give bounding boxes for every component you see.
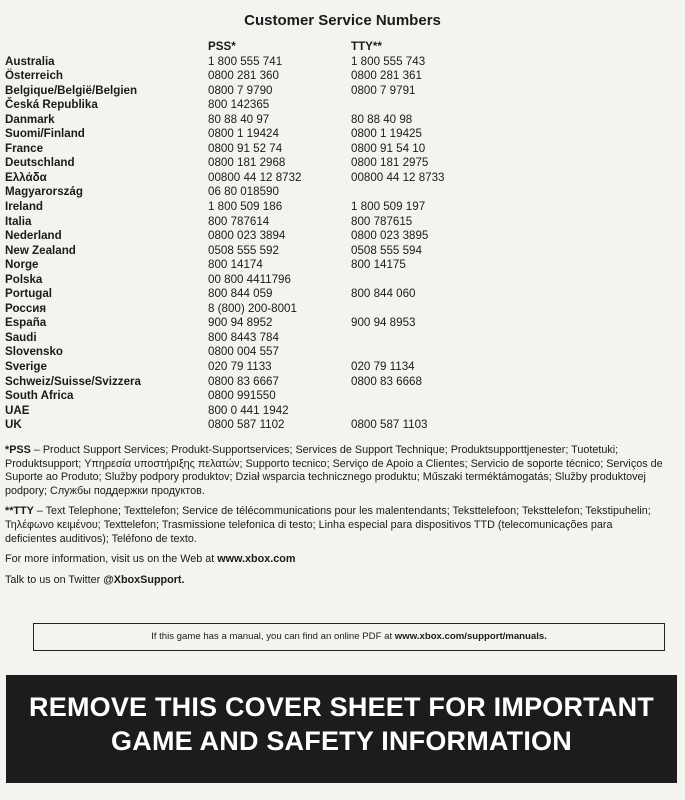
table-row — [5, 418, 475, 433]
table-row — [5, 360, 475, 375]
pss-number-cell: 0800 281 360 — [208, 69, 279, 83]
tty-number-cell — [351, 302, 475, 317]
country-cell: Portugal — [5, 287, 53, 301]
country-cell: Ireland — [5, 200, 44, 214]
table-row — [5, 142, 475, 157]
twitter-info — [5, 574, 665, 588]
pss-footnote-text: – Product Support Services; Produkt-Supportservices; Services de Support Technique; Produktsupporttjenester; Tuotetuki; Produktsupport; Υπηρεσία υποστήριξης πελατών; Supporto tecnico; Serviço de Apoio a Clientes; Servicio de soporte técnico; Serviços de Suporte ao Produto; Služby podpory produktov; Dział wsparcia technicznego produktu; Műszaki terméktámogatás; Služby produktovej podpory; Службы поддержки продуктов. — [5, 444, 663, 497]
tty-number-cell — [351, 98, 475, 113]
pss-number-cell: 8 (800) 200-8001 — [208, 301, 297, 315]
country-cell: Sverige — [5, 360, 47, 374]
tty-number-cell: 800 14175 — [351, 258, 406, 272]
tty-number-cell — [351, 404, 475, 419]
tty-column-header: TTY** — [351, 40, 382, 53]
pss-number-cell: 0800 587 1102 — [208, 418, 285, 432]
tty-footnote — [5, 505, 665, 546]
table-row — [5, 229, 475, 244]
table-row — [5, 273, 475, 288]
country-cell: Italia — [5, 214, 32, 228]
tty-number-cell: 0800 181 2975 — [351, 156, 429, 170]
phone-number-table — [5, 40, 475, 433]
country-cell: UAE — [5, 403, 30, 417]
tty-number-cell — [351, 331, 475, 346]
table-row — [5, 69, 475, 84]
table-row — [5, 389, 475, 404]
table-row — [5, 375, 475, 390]
table-row — [5, 98, 475, 113]
table-row — [5, 316, 475, 331]
pss-number-cell: 0800 1 19424 — [208, 127, 279, 141]
country-cell: Belgique/België/Belgien — [5, 83, 138, 97]
table-row — [5, 345, 475, 360]
country-cell: Saudi — [5, 330, 37, 344]
tty-number-cell: 0800 1 19425 — [351, 127, 422, 141]
tty-number-cell: 020 79 1134 — [351, 360, 415, 374]
tty-number-cell: 0800 91 54 10 — [351, 141, 426, 155]
country-cell: Nederland — [5, 229, 62, 243]
country-cell: Australia — [5, 54, 55, 68]
tty-number-cell — [351, 273, 475, 288]
country-cell: Magyarország — [5, 185, 83, 199]
table-row — [5, 215, 475, 230]
country-cell: Polska — [5, 272, 43, 286]
tty-number-cell: 0800 023 3895 — [351, 229, 429, 243]
pss-number-cell: 0800 181 2968 — [208, 156, 286, 170]
tty-footnote-text: – Text Telephone; Texttelefon; Service de télécommunications pour les malentendants; Teksttelefoon; Teksttelefon; Tekstipuhelin; Τηλέφωνο κειμένου; Texttelefon; Trasmissione telefonica di testo; Linha especial para dispositivos TTD (telecomunicações para deficientes auditivos); Teléfono de texto. — [5, 505, 651, 545]
pss-number-cell: 00800 44 12 8732 — [208, 170, 302, 184]
twitter-handle-link[interactable]: @XboxSupport. — [103, 573, 185, 586]
pss-number-cell: 900 94 8952 — [208, 316, 273, 330]
banner-line-2: GAME AND SAFETY INFORMATION — [111, 726, 572, 756]
table-header-row — [5, 40, 475, 55]
tty-number-cell: 80 88 40 98 — [351, 112, 413, 126]
pss-number-cell: 1 800 555 741 — [208, 54, 283, 68]
country-cell: Česká Republika — [5, 98, 98, 112]
tty-number-cell: 0800 83 6668 — [351, 374, 422, 388]
country-column-header — [5, 40, 208, 55]
country-cell: South Africa — [5, 389, 74, 403]
tty-number-cell — [351, 389, 475, 404]
table-row — [5, 331, 475, 346]
table-row — [5, 287, 475, 302]
table-row — [5, 200, 475, 215]
cover-sheet-banner — [6, 675, 677, 783]
pss-footnote — [5, 444, 665, 498]
table-row — [5, 127, 475, 142]
pss-column-header: PSS* — [208, 40, 236, 53]
tty-number-cell: 0508 555 594 — [351, 243, 422, 257]
country-cell: UK — [5, 418, 22, 432]
footnotes — [5, 444, 665, 594]
table-row — [5, 258, 475, 273]
tty-number-cell: 1 800 555 743 — [351, 54, 426, 68]
tty-number-cell: 00800 44 12 8733 — [351, 170, 445, 184]
pss-number-cell: 06 80 018590 — [208, 185, 279, 199]
pss-number-cell: 0800 023 3894 — [208, 229, 286, 243]
pss-number-cell: 020 79 1133 — [208, 360, 272, 374]
tty-number-cell: 900 94 8953 — [351, 316, 416, 330]
tty-number-cell: 0800 281 361 — [351, 69, 422, 83]
table-body — [5, 55, 475, 433]
web-link[interactable]: www.xbox.com — [217, 553, 296, 566]
tty-number-cell — [351, 345, 475, 360]
pss-number-cell: 800 8443 784 — [208, 330, 279, 344]
pss-number-cell: 0800 91 52 74 — [208, 141, 283, 155]
pss-number-cell: 0800 004 557 — [208, 345, 279, 359]
pss-number-cell: 800 844 059 — [208, 287, 273, 301]
pss-footnote-label: *PSS — [5, 444, 31, 456]
table-row — [5, 244, 475, 259]
pss-number-cell: 800 787614 — [208, 214, 270, 228]
web-info — [5, 553, 665, 567]
pss-number-cell: 800 142365 — [208, 98, 270, 112]
pss-number-cell: 0800 991550 — [208, 389, 276, 403]
country-cell: Danmark — [5, 112, 55, 126]
tty-number-cell: 800 787615 — [351, 214, 413, 228]
pss-number-cell: 800 14174 — [208, 258, 263, 272]
pss-number-cell: 0508 555 592 — [208, 243, 279, 257]
pss-number-cell: 00 800 4411796 — [208, 272, 291, 286]
table-row — [5, 113, 475, 128]
tty-number-cell — [351, 185, 475, 200]
manual-notice-box — [33, 623, 665, 651]
manual-link[interactable]: www.xbox.com/support/manuals. — [394, 631, 547, 642]
country-cell: Norge — [5, 258, 39, 272]
country-cell: Schweiz/Suisse/Svizzera — [5, 374, 141, 388]
table-row — [5, 55, 475, 70]
tty-footnote-label: **TTY — [5, 505, 34, 518]
tty-number-cell: 1 800 509 197 — [351, 200, 426, 214]
table-row — [5, 171, 475, 186]
country-cell: Österreich — [5, 69, 63, 83]
country-cell: Slovensko — [5, 345, 63, 359]
table-row — [5, 185, 475, 200]
country-cell: Россия — [5, 301, 47, 315]
pss-number-cell: 0800 7 9790 — [208, 83, 273, 97]
tty-number-cell: 800 844 060 — [351, 287, 416, 301]
table-row — [5, 404, 475, 419]
web-info-text: For more information, visit us on the Web at — [5, 553, 218, 566]
country-cell: New Zealand — [5, 243, 76, 257]
country-cell: Suomi/Finland — [5, 127, 85, 141]
pss-number-cell: 0800 83 6667 — [208, 374, 279, 388]
table-row — [5, 84, 475, 99]
country-cell: Deutschland — [5, 156, 75, 170]
pss-number-cell: 1 800 509 186 — [208, 200, 283, 214]
tty-number-cell: 0800 7 9791 — [351, 83, 416, 97]
table-row — [5, 302, 475, 317]
tty-number-cell: 0800 587 1103 — [351, 418, 428, 432]
page-title: Customer Service Numbers — [244, 12, 441, 29]
pss-number-cell: 800 0 441 1942 — [208, 403, 289, 417]
pss-number-cell: 80 88 40 97 — [208, 112, 270, 126]
table-row — [5, 156, 475, 171]
country-cell: Ελλάδα — [5, 170, 47, 184]
manual-notice-text: If this game has a manual, you can find an online PDF at — [151, 631, 395, 642]
country-cell: France — [5, 141, 44, 155]
twitter-info-text: Talk to us on Twitter — [5, 573, 104, 586]
country-cell: España — [5, 316, 47, 330]
banner-line-1: REMOVE THIS COVER SHEET FOR IMPORTANT — [29, 692, 654, 722]
